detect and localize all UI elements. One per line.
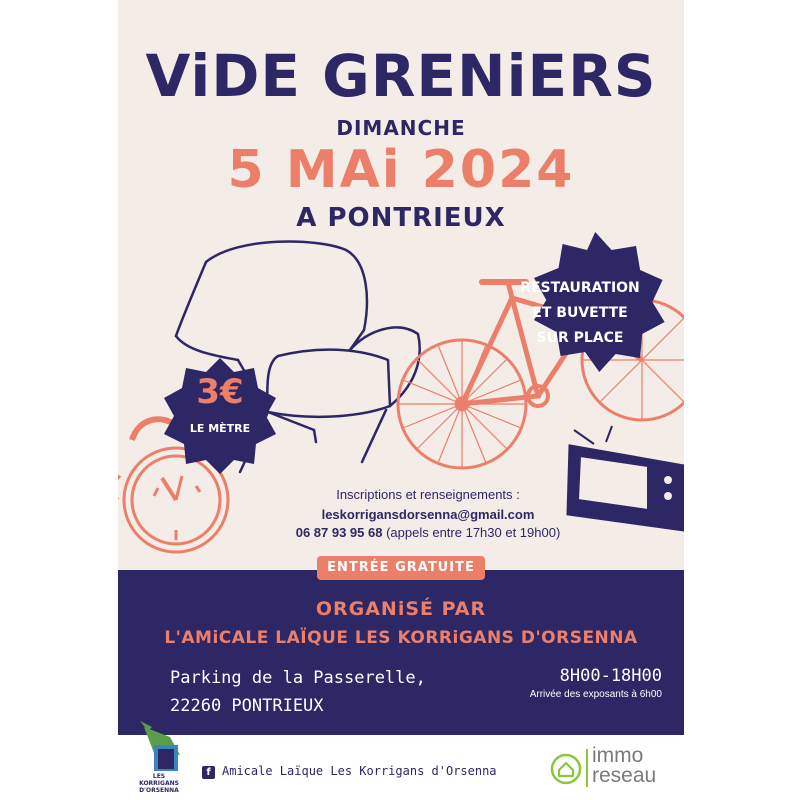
restauration-line: RESTAURATION xyxy=(520,280,640,296)
korrigans-logo-text xyxy=(136,773,182,794)
sponsor-name-line: immo xyxy=(592,744,644,767)
logo-text-line: LES xyxy=(152,773,166,780)
contact-phone-note: (appels entre 17h30 et 19h00) xyxy=(386,525,561,540)
price-value: 3€ xyxy=(196,372,244,412)
contact-phone-line xyxy=(278,525,578,540)
event-day: DIMANCHE xyxy=(336,116,466,140)
facebook-page-name[interactable]: Amicale Laïque Les Korrigans d'Orsenna xyxy=(222,764,497,778)
poster-footer xyxy=(118,735,684,800)
event-date: 5 MAi 2024 xyxy=(227,140,575,200)
television-illustration xyxy=(568,426,684,530)
event-address xyxy=(170,664,426,720)
korrigans-logo xyxy=(140,715,188,775)
organised-by-label: ORGANiSÉ PAR xyxy=(315,598,487,620)
contact-email[interactable]: leskorrigansdorsenna@gmail.com xyxy=(321,507,535,522)
address-line: Parking de la Passerelle, xyxy=(170,668,426,688)
free-entry-label: ENTRÉE GRATUITE xyxy=(317,556,485,580)
address-line: 22260 PONTRIEUX xyxy=(170,696,324,716)
event-town: A PONTRIEUX xyxy=(296,203,506,233)
organiser-name: L'AMiCALE LAÏQUE LES KORRiGANS D'ORSENNA xyxy=(164,628,638,648)
immo-reseau-house-icon xyxy=(550,753,582,785)
event-title: ViDE GRENiERS xyxy=(145,42,657,110)
opening-hours: 8H00-18H00 xyxy=(559,666,662,686)
immo-reseau-divider xyxy=(586,749,588,787)
contact-phone[interactable]: 06 87 93 95 68 xyxy=(295,525,383,540)
restauration-line: ET BUVETTE xyxy=(532,305,628,321)
logo-text-line: D'ORSENNA xyxy=(139,787,179,794)
price-unit: LE MÈTRE xyxy=(189,422,251,435)
restauration-line: SUR PLACE xyxy=(536,330,624,346)
poster xyxy=(118,0,684,800)
facebook-icon: f xyxy=(202,766,215,779)
restauration-badge xyxy=(510,276,650,351)
sponsor-name-line: reseau xyxy=(592,764,657,787)
exhibitor-arrival-note: Arrivée des exposants à 6h00 xyxy=(529,689,662,700)
contact-heading: Inscriptions et renseignements : xyxy=(336,487,520,502)
logo-text-line: KORRIGANS xyxy=(139,780,179,787)
